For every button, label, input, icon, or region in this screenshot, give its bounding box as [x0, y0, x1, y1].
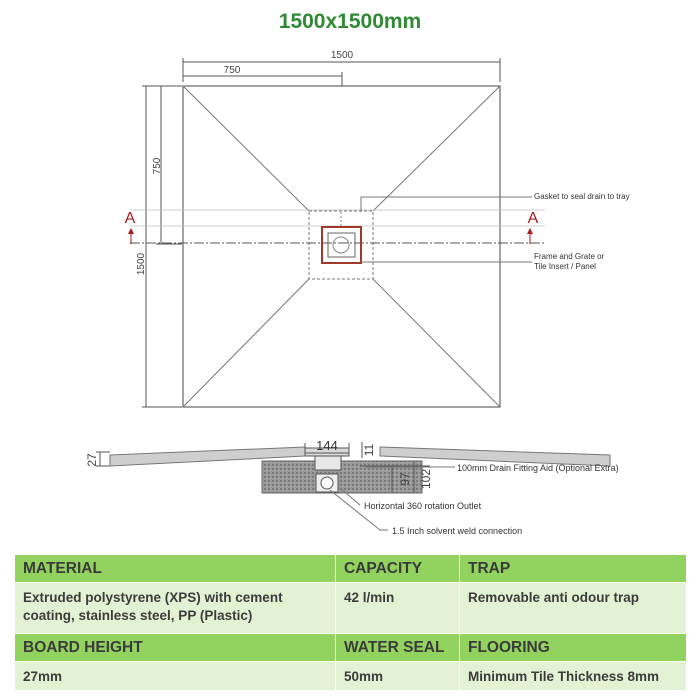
spec-value-row — [15, 662, 687, 691]
dim-label-height-total: 1500 — [136, 252, 147, 276]
dim-label-width-half: 750 — [223, 65, 241, 76]
section-marker-left: A — [124, 210, 136, 227]
spec-header-row — [15, 555, 687, 583]
fall-line-bl — [183, 279, 309, 407]
spec-value-row — [15, 583, 687, 634]
flooring-value: Minimum Tile Thickness 8mm — [460, 662, 687, 691]
drain-body — [315, 456, 341, 470]
spec-header-row — [15, 634, 687, 662]
material-label: MATERIAL — [15, 555, 336, 583]
plan-view — [130, 58, 545, 407]
section-marker-right: A — [527, 210, 539, 227]
capacity-value: 42 l/min — [336, 583, 460, 634]
capacity-label: CAPACITY — [336, 555, 460, 583]
callout-connection: 1.5 Inch solvent weld connection — [392, 526, 523, 536]
board-height-label: BOARD HEIGHT — [15, 634, 336, 662]
dim-label-102: 102 — [419, 468, 433, 490]
callout-frame-line1: Frame and Grate or — [534, 252, 605, 261]
callout-outlet: Horizontal 360 rotation Outlet — [364, 501, 482, 511]
outlet-pipe — [321, 477, 333, 489]
page-title: 1500x1500mm — [278, 10, 422, 33]
drain-outlet — [333, 237, 349, 253]
section-arrowhead-right — [527, 228, 533, 234]
dim-label-97: 97 — [398, 472, 412, 486]
section-arrowhead-left — [128, 228, 134, 234]
callout-frame-line2: Tile Insert / Panel — [534, 262, 596, 271]
fall-line-tr — [373, 86, 500, 211]
trap-label: TRAP — [460, 555, 687, 583]
dim-label-drain-width: 144 — [316, 438, 338, 453]
section-view — [96, 442, 610, 530]
trap-value: Removable anti odour trap — [460, 583, 687, 634]
callout-gasket: Gasket to seal drain to tray — [534, 192, 630, 201]
callout-fitting-aid: 100mm Drain Fitting Aid (Optional Extra) — [457, 463, 619, 473]
water-seal-value: 50mm — [336, 662, 460, 691]
material-value: Extruded polystyrene (XPS) with cement coating, stainless steel, PP (Plastic) — [15, 583, 336, 634]
flooring-label: FLOORING — [460, 634, 687, 662]
fall-line-tl — [183, 86, 309, 211]
dim-label-width-total: 1500 — [330, 50, 354, 61]
spec-table — [14, 554, 687, 691]
water-seal-label: WATER SEAL — [336, 634, 460, 662]
dim-label-top: 11 — [362, 443, 376, 457]
fall-line-br — [373, 279, 500, 407]
board-height-value: 27mm — [15, 662, 336, 691]
dim-label-thickness: 27 — [85, 453, 99, 467]
dim-label-height-half: 750 — [152, 157, 163, 175]
